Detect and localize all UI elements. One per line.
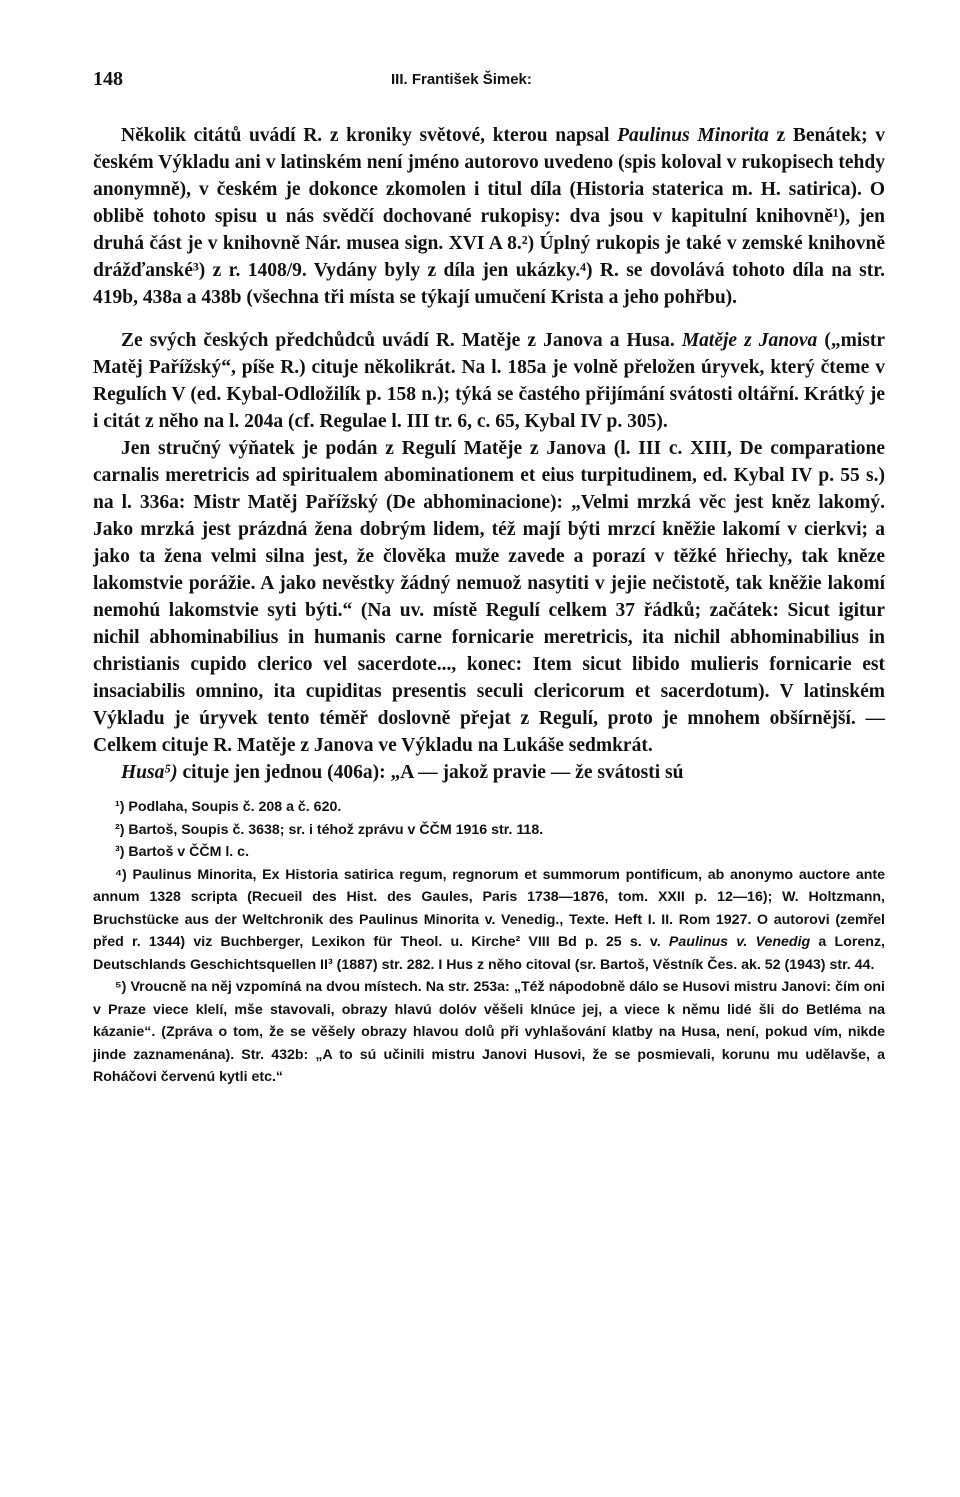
footnote-5: ⁵) Vroucně na něj vzpomíná na dvou místech. Na str. 253a: „Též nápodobně dálo se Husovi mistru Janovi: čím oni v Praze viece klelí, mše stavovali, obrazy hlavú dolóv věšeli klnúce jej, a viece k němu lidé šli do Betléma na kázanie“. (Zpráva o tom, že se věšely obrazy hlavou dolů při vyhlašování klatby na Husa, není, pokud vím, nikde jinde zaznamenána). Str. 432b: „A to sú učinili mistru Janovi Husovi, že se posmievali, korunu mu udělavše, a Roháčovi červenú kytli etc.“: [93, 979, 885, 1085]
footnote-4: [93, 864, 885, 977]
paragraph-text: („mistr Matěj Pařížský“, píše R.) cituje několikrát. Na l. 185a je volně přeložen úryvek, který čteme v Regulích V (ed. Kybal-Odložilík p. 158 n.); týká se častého přijímání svátosti oltářní. Krátký je i citát z něho na l. 204a (cf. Regulae l. III tr. 6, c. 65, Kybal IV p. 305).: [93, 330, 885, 432]
footnote-text: a Lorenz, Deutschlands Geschichtsquellen II³ (1887) str. 282. I Hus z něho citoval (sr. Bartoš, Věstník Čes. ak. 52 (1943) str. 44.: [93, 934, 885, 973]
paragraph-text: z Benátek; v českém Výkladu ani v latinském není jméno autorovo uvedeno (spis koloval v rukopisech tehdy anonymně), v českém je dokonce zkomolen i titul díla (Historia staterica m. H. satirica). O oblibě tohoto spisu u nás svědčí dochované rukopisy: dva jsou v kapitulní knihovně¹), jen druhá část je v knihovně Nár. musea sign. XVI A 8.²) Úplný rukopis je také v zemské knihovně drážďanské³) z r. 1408/9. Vydány byly z díla jen ukázky.⁴) R. se dovolává tohoto díla na str. 419b, 438a a 438b (všechna tři místa se týkají umučení Krista a jeho pohřbu).: [93, 125, 885, 308]
italic-name: Paulinus Minorita: [617, 125, 769, 146]
page-header: [93, 68, 885, 94]
running-head: III. František Šimek:: [391, 71, 532, 88]
paragraph-text: Několik citátů uvádí R. z kroniky světové, kterou napsal: [121, 125, 618, 146]
paragraph-text: Ze svých českých předchůdců uvádí R. Matěje z Janova a Husa.: [121, 330, 682, 351]
paragraph-reguli: Jen stručný výňatek je podán z Regulí Matěje z Janova (l. III c. XIII, De comparatione carnalis meretricis ad spiritualem abominationem et eius turpitudinem, ed. Kybal IV p. 55 s.) na l. 336a: Mistr Matěj Pařížský (De abhominacione): „Velmi mrzká věc jest kněz lakomý. Jako mrzká jest prázdná žena dobrým lidem, též mají býti mrzcí kněžie lakomí v cierkvi; a jako ta žena velmi silna jest, že člověka muže zavede a porazí v těžké hřiechy, tak kněze lakomstvie porážie. A jako nevěstky žádný nemuož nasytiti v jejie nečistotě, tak kněžie lakomí nemohú lakomstvie syti býti.“ (Na uv. místě Regulí celkem 37 řádků; začátek: Sicut igitur nichil abhominabilius in humanis carne fornicarie meretricis, ita nichil abhominabilius in christianis cupido clerico vel sacerdote..., konec: Item sicut libido mulieris fornicarie est insaciabilis omnino, ita cupiditas presentis seculi clericorum et sacerdotum). V latinském Výkladu je úryvek tento téměř doslovně přejat z Regulí, proto je mnohem obšírnější. — Celkem cituje R. Matěje z Janova ve Výkladu na Lukáše sedmkrát.: [93, 438, 885, 756]
italic-name: Matěje z Janova: [681, 330, 818, 351]
paragraph-text: cituje jen jednou (406a): „A — jakož pravie — že svátosti sú: [177, 762, 684, 783]
paragraph-predecessors: [93, 327, 885, 435]
footnote-text: ⁴) Paulinus Minorita, Ex Historia satirica regum, regnorum et summorum pontificum, ab anonymo auctore ante annum 1328 scripta (Recueil des Hist. des Gaules, Paris 1738—1876, tom. XXII p. 12—16); W. Holtzmann, Bruchstücke aus der Weltchronik des Paulinus Minorita v. Venedig., Texte. Heft I. II. Rom 1927. O autorovi (zemřel před r. 1344) viz Buchberger, Lexikon für Theol. u. Kirche² VIII Bd p. 25 s. v.: [93, 866, 885, 950]
footnote-3: ³) Bartoš v ČČM l. c.: [115, 844, 250, 860]
footnotes: [93, 796, 885, 1089]
page-number: 148: [93, 68, 123, 90]
italic-name: Husa⁵): [121, 762, 178, 783]
paragraph-paulinus: [93, 122, 885, 311]
footnote-2: ²) Bartoš, Soupis č. 3638; sr. i téhož zprávu v ČČM 1916 str. 118.: [115, 821, 544, 838]
paragraph-hus: [93, 759, 885, 786]
main-text: [93, 122, 885, 1089]
footnote-1: ¹) Podlaha, Soupis č. 208 a č. 620.: [115, 799, 342, 815]
italic-name: Paulinus v. Venedig: [668, 934, 811, 950]
